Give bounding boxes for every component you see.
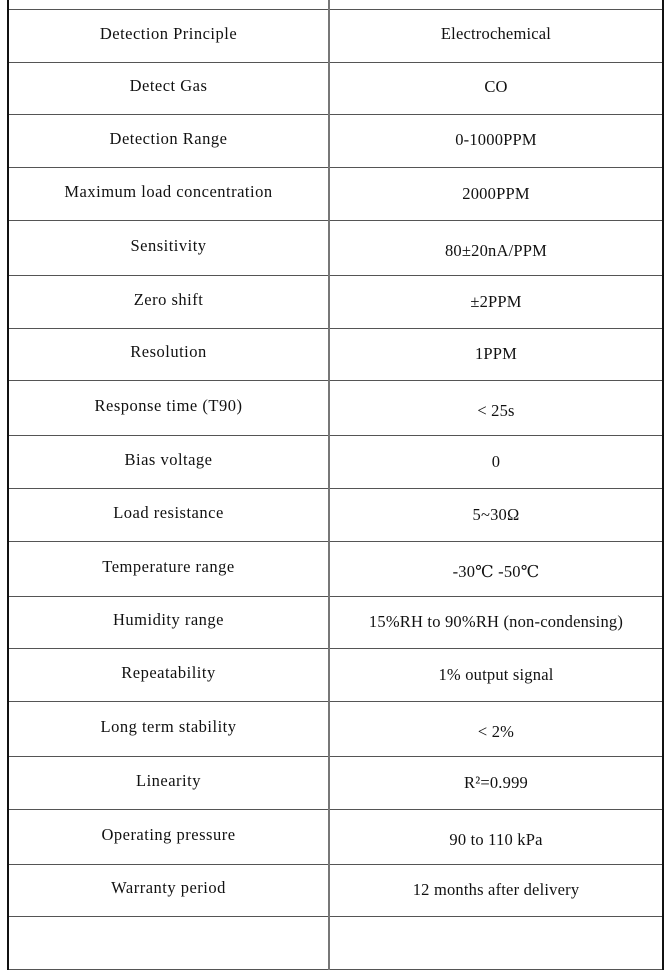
- table-row: [8, 220, 663, 275]
- row-label: Operating pressure: [8, 809, 329, 864]
- row-label: Resolution: [8, 328, 329, 381]
- row-label: [8, 0, 329, 9]
- table-row: [8, 62, 663, 115]
- row-label: Detection Range: [8, 115, 329, 168]
- row-label: Response time (T90): [8, 381, 329, 436]
- table-row: [8, 168, 663, 221]
- table-row: [8, 541, 663, 596]
- row-value: 0-1000PPM: [329, 115, 663, 168]
- row-label: [8, 917, 329, 970]
- row-value: 12 months after delivery: [329, 864, 663, 917]
- specification-table: [7, 0, 664, 970]
- row-label: Temperature range: [8, 541, 329, 596]
- row-label: Long term stability: [8, 702, 329, 757]
- row-label: Sensitivity: [8, 220, 329, 275]
- row-value: [329, 917, 663, 970]
- row-label: Linearity: [8, 756, 329, 809]
- table-row: [8, 702, 663, 757]
- row-value: -30℃ -50℃: [329, 541, 663, 596]
- row-value: [329, 0, 663, 9]
- row-label: Zero shift: [8, 275, 329, 328]
- table-row: [8, 436, 663, 489]
- row-value: 1PPM: [329, 328, 663, 381]
- row-label: Repeatability: [8, 649, 329, 702]
- row-label: Detect Gas: [8, 62, 329, 115]
- table-row: [8, 328, 663, 381]
- table-row: [8, 381, 663, 436]
- row-label: Load resistance: [8, 488, 329, 541]
- table-row: [8, 275, 663, 328]
- row-value: 0: [329, 436, 663, 489]
- table-row-partial-top: [8, 0, 663, 9]
- row-value: 5~30Ω: [329, 488, 663, 541]
- row-value: 15%RH to 90%RH (non-condensing): [329, 596, 663, 649]
- row-value: Electrochemical: [329, 9, 663, 62]
- row-value: < 2%: [329, 702, 663, 757]
- row-value: CO: [329, 62, 663, 115]
- row-value: 2000PPM: [329, 168, 663, 221]
- row-value: < 25s: [329, 381, 663, 436]
- table-row: [8, 596, 663, 649]
- row-value: 80±20nA/PPM: [329, 220, 663, 275]
- table-row: [8, 9, 663, 62]
- row-value: 90 to 110 kPa: [329, 809, 663, 864]
- table-row: [8, 649, 663, 702]
- table-row-partial-bottom: [8, 917, 663, 970]
- row-label: Humidity range: [8, 596, 329, 649]
- row-label: Maximum load concentration: [8, 168, 329, 221]
- table-row: [8, 864, 663, 917]
- row-value: ±2PPM: [329, 275, 663, 328]
- row-label: Detection Principle: [8, 9, 329, 62]
- table-row: [8, 809, 663, 864]
- row-value: 1% output signal: [329, 649, 663, 702]
- table-row: [8, 115, 663, 168]
- row-label: Bias voltage: [8, 436, 329, 489]
- table-row: [8, 488, 663, 541]
- row-label: Warranty period: [8, 864, 329, 917]
- table-row: [8, 756, 663, 809]
- row-value: R²=0.999: [329, 756, 663, 809]
